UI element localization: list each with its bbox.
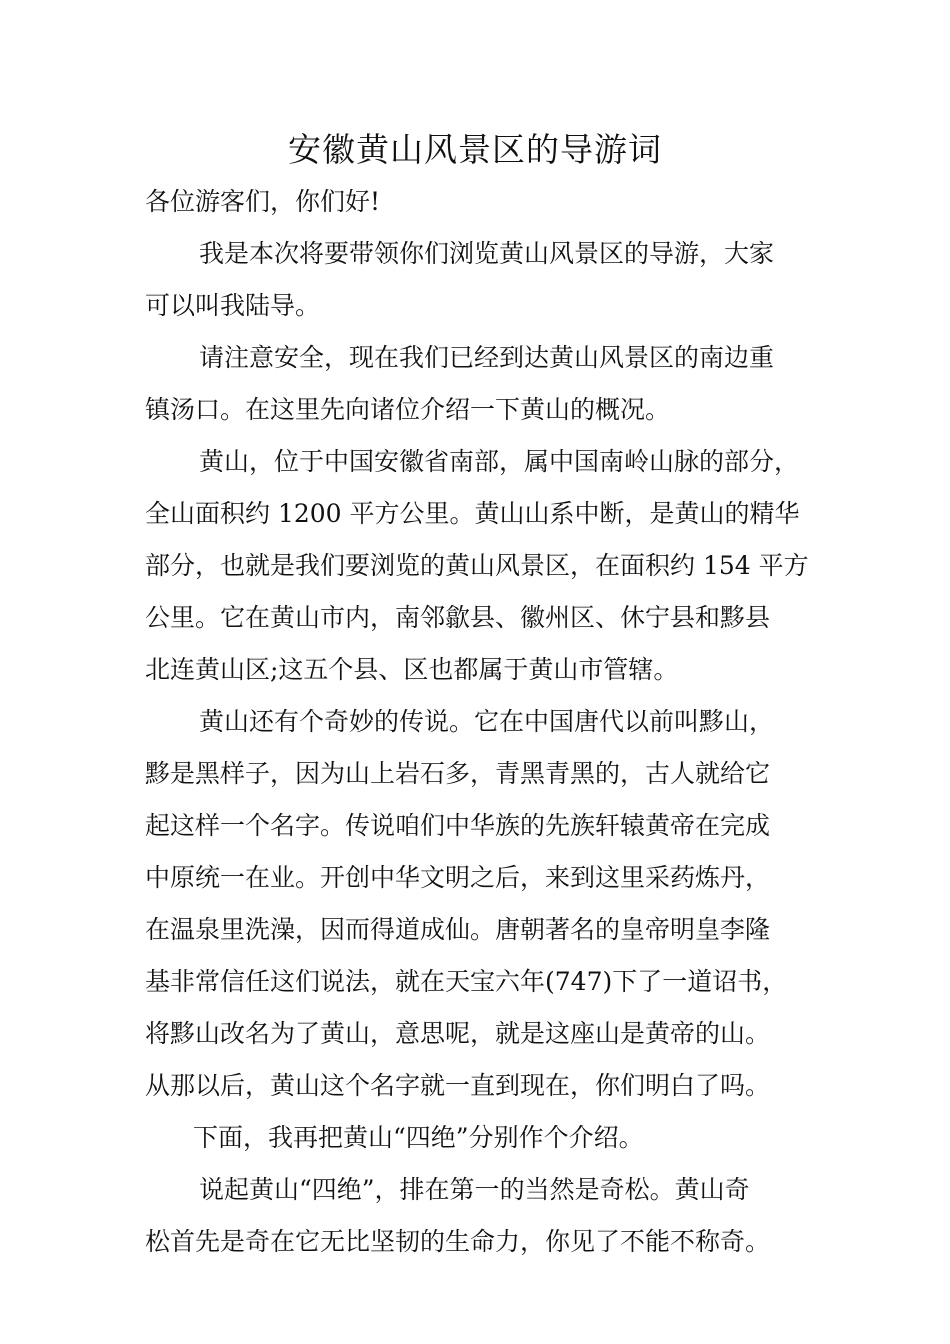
paragraph-4-line-3: 起这样一个名字。传说咱们中华族的先族轩辕黄帝在完成 [145, 811, 771, 840]
paragraph-4-line-5: 在温泉里洗澡，因而得道成仙。唐朝著名的皇帝明皇李隆 [145, 915, 771, 944]
paragraph-4-line-8: 从那以后，黄山这个名字就一直到现在，你们明白了吗。 [145, 1071, 771, 1100]
paragraph-4-line-7: 将黟山改名为了黄山，意思呢，就是这座山是黄帝的山。 [145, 1019, 771, 1048]
greeting-line: 各位游客们，你们好! [145, 187, 381, 216]
paragraph-4-line-1: 黄山还有个奇妙的传说。它在中国唐代以前叫黟山， [199, 707, 775, 736]
paragraph-1-line-2: 可以叫我陆导。 [145, 291, 321, 320]
paragraph-6-line-2: 松首先是奇在它无比坚韧的生命力，你见了不能不称奇。 [145, 1227, 771, 1256]
paragraph-1-line-1: 我是本次将要带领你们浏览黄山风景区的导游，大家 [199, 239, 775, 268]
paragraph-5-line-1: 下面，我再把黄山“四绝”分别作个介绍。 [193, 1123, 644, 1152]
paragraph-3-line-3: 部分，也就是我们要浏览的黄山风景区，在面积约 154 平方 [145, 551, 809, 580]
paragraph-3-line-5: 北连黄山区;这五个县、区也都属于黄山市管辖。 [145, 655, 679, 684]
document-body [145, 176, 825, 1268]
paragraph-4-line-2: 黟是黑样子，因为山上岩石多，青黑青黑的，古人就给它 [145, 759, 771, 788]
document-title: 安徽黄山风景区的导游词 [288, 130, 662, 169]
paragraph-3-line-4: 公里。它在黄山市内，南邻歙县、徽州区、休宁县和黟县 [145, 603, 771, 632]
paragraph-3-line-1: 黄山，位于中国安徽省南部，属中国南岭山脉的部分， [199, 447, 800, 476]
paragraph-2-line-2: 镇汤口。在这里先向诸位介绍一下黄山的概况。 [145, 395, 671, 424]
paragraph-6-line-1: 说起黄山“四绝”，排在第一的当然是奇松。黄山奇 [199, 1175, 750, 1204]
paragraph-4-line-6: 基非常信任这们说法，就在天宝六年(747)下了一道诏书， [145, 967, 788, 996]
paragraph-2-line-1: 请注意安全，现在我们已经到达黄山风景区的南边重 [199, 343, 775, 372]
paragraph-4-line-4: 中原统一在业。开创中华文明之后，来到这里采药炼丹， [145, 863, 771, 892]
paragraph-3-line-2: 全山面积约 1200 平方公里。黄山山系中断，是黄山的精华 [145, 499, 800, 528]
